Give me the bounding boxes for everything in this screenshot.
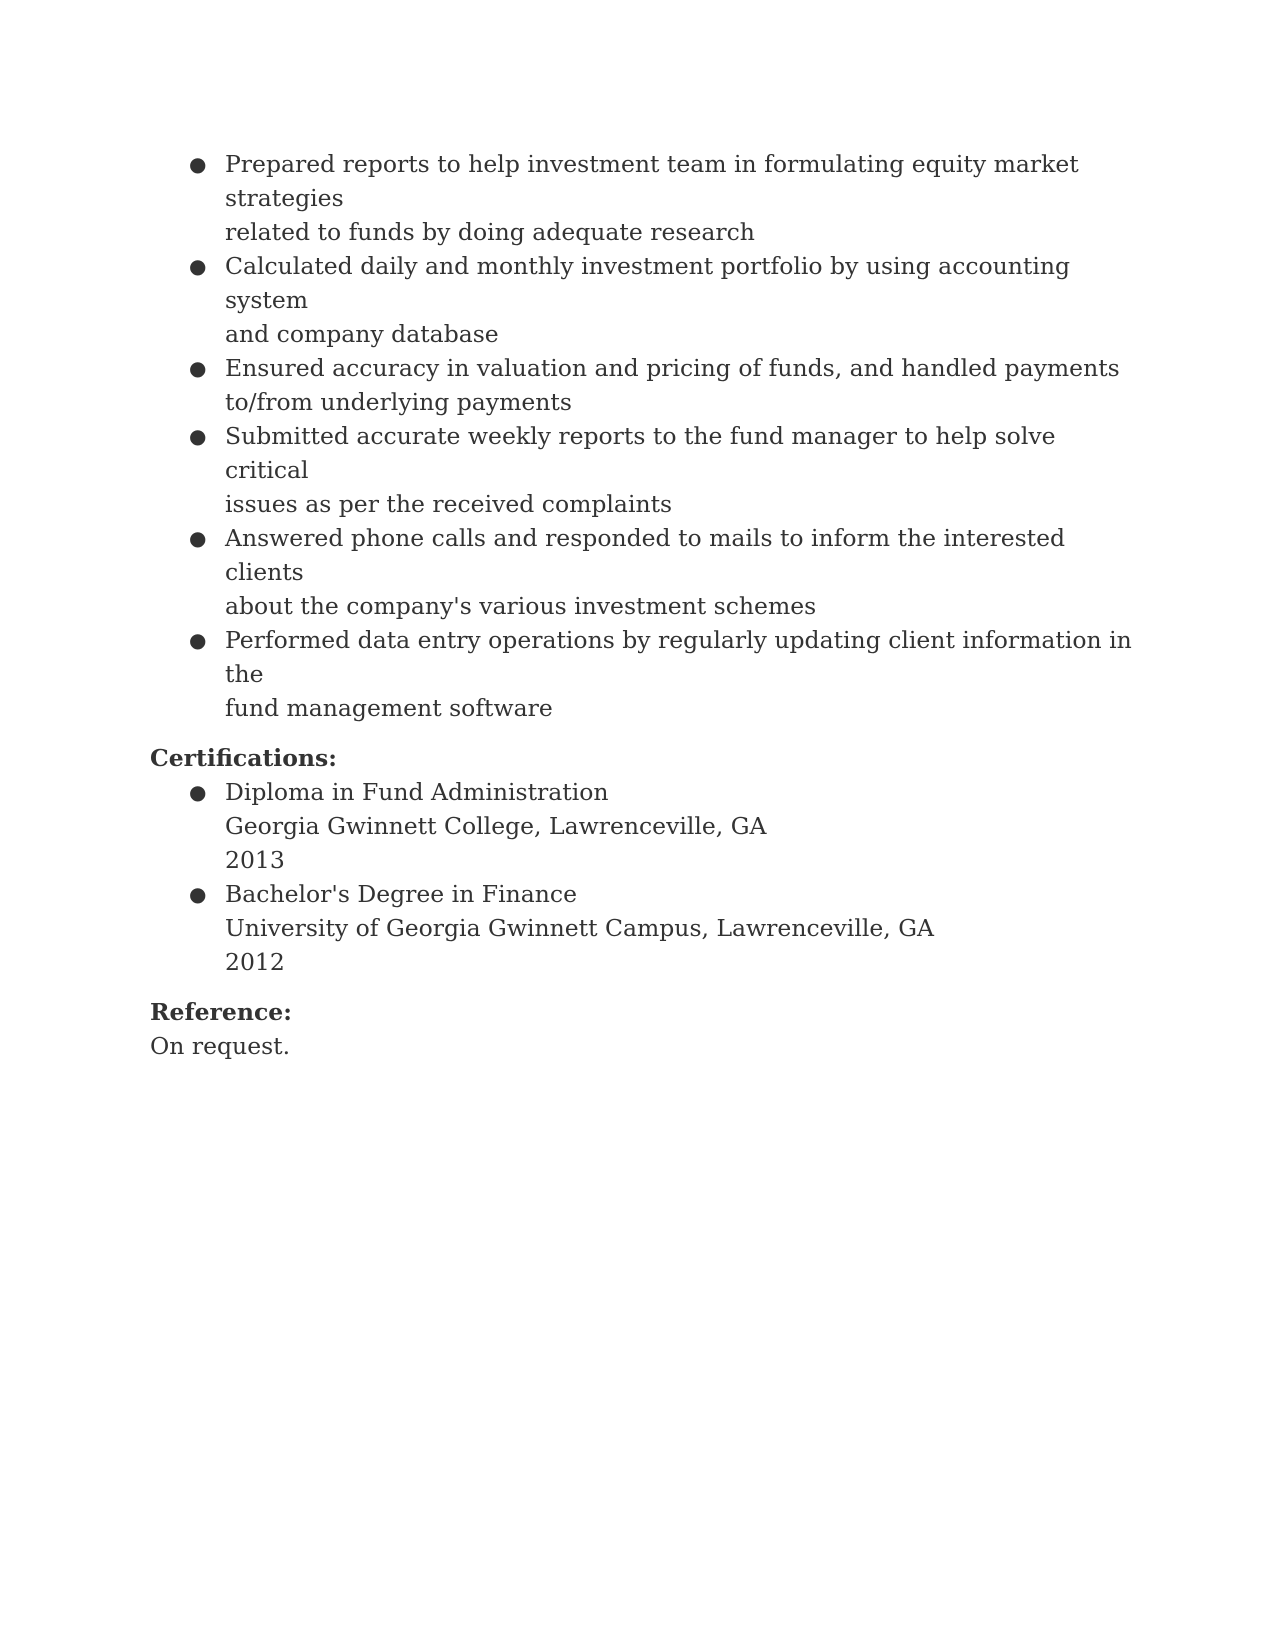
bullet-text-line: Calculated daily and monthly investment portfolio by using accounting system [225, 252, 1071, 314]
bullet-text-line: Performed data entry operations by regularly updating client information in the [225, 626, 1132, 688]
bullet-text-line: about the company's various investment schemes [225, 592, 817, 620]
reference-heading: Reference: [150, 998, 292, 1026]
certification-institution: Georgia Gwinnett College, Lawrenceville, GA [225, 812, 767, 840]
bullet-icon: ● [189, 424, 207, 448]
certification-title: Bachelor's Degree in Finance [225, 880, 577, 908]
reference-text: On request. [150, 1032, 291, 1060]
list-item [150, 521, 1140, 623]
bullet-icon: ● [189, 356, 207, 380]
list-item [150, 249, 1140, 351]
bullet-text-line: issues as per the received complaints [225, 490, 673, 518]
bullet-text-line: Submitted accurate weekly reports to the fund manager to help solve critical [225, 422, 1056, 484]
bullet-text-line: Ensured accuracy in valuation and pricing of funds, and handled payments [225, 354, 1120, 382]
bullet-icon: ● [189, 882, 207, 906]
bullet-text-line: fund management software [225, 694, 553, 722]
bullet-icon: ● [189, 254, 207, 278]
certification-year: 2012 [225, 948, 285, 976]
bullet-text-line: related to funds by doing adequate research [225, 218, 755, 246]
list-item [150, 623, 1140, 725]
list-item [150, 419, 1140, 521]
bullet-text-line: to/from underlying payments [225, 388, 572, 416]
bullet-text-line: and company database [225, 320, 499, 348]
bullet-icon: ● [189, 152, 207, 176]
list-item [150, 147, 1140, 249]
document-content [150, 147, 1140, 1063]
certification-year: 2013 [225, 846, 285, 874]
list-item [150, 775, 1140, 877]
experience-bullet-list [150, 147, 1140, 725]
certifications-list [150, 775, 1140, 979]
bullet-text-line: Answered phone calls and responded to mails to inform the interested clients [225, 524, 1066, 586]
bullet-text-line: Prepared reports to help investment team in formulating equity market strategies [225, 150, 1079, 212]
bullet-icon: ● [189, 780, 207, 804]
bullet-icon: ● [189, 628, 207, 652]
list-item [150, 351, 1140, 419]
list-item [150, 877, 1140, 979]
bullet-icon: ● [189, 526, 207, 550]
certification-title: Diploma in Fund Administration [225, 778, 609, 806]
certification-institution: University of Georgia Gwinnett Campus, Lawrenceville, GA [225, 914, 934, 942]
certifications-heading: Certifications: [150, 744, 337, 772]
